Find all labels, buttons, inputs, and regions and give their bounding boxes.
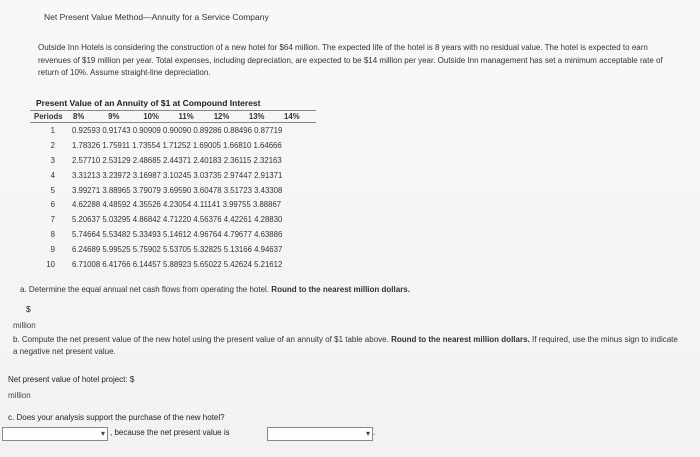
sentence-period: . <box>373 428 376 437</box>
support-purchase-select[interactable] <box>2 427 108 441</box>
values-cell: 2.57710 2.53129 2.48685 2.44371 2.40183 2.36115 2.32163 <box>72 155 282 165</box>
period-cell: 7 <box>50 215 55 225</box>
period-cell: 1 <box>50 125 55 135</box>
question-b-text2: If required, use the minus sign to indicate a negative net present value. <box>13 335 678 356</box>
npv-sign-select[interactable] <box>267 427 376 441</box>
table-row <box>30 212 316 227</box>
chevron-down-icon: ▾ <box>100 429 105 438</box>
question-a <box>20 285 410 294</box>
pv-table-title: Present Value of an Annuity of $1 at Compound Interest <box>36 98 261 108</box>
values-cell: 6.71008 6.41766 6.14457 5.88923 5.65022 5.42624 5.21612 <box>72 259 283 269</box>
chevron-down-icon: ▾ <box>365 429 370 438</box>
period-cell: 5 <box>50 185 55 195</box>
period-cell: 4 <box>50 170 55 180</box>
col-header-11: 11% <box>178 112 194 121</box>
col-header-9: 9% <box>108 112 120 121</box>
npv-label: Net present value of hotel project: $ <box>8 375 135 384</box>
col-header-13: 13% <box>248 112 265 121</box>
period-cell: 8 <box>50 230 55 240</box>
answer-b-unit: million <box>8 391 31 400</box>
because-text: , because the net present value is <box>110 428 230 437</box>
values-cell: 5.74664 5.53482 5.33493 5.14612 4.96764 4.79677 4.63886 <box>72 230 283 240</box>
col-header-periods: Periods <box>30 111 69 123</box>
table-row <box>30 168 316 183</box>
answer-a-dollar-sign: $ <box>26 304 31 314</box>
table-row <box>30 242 316 257</box>
values-cell: 3.99271 3.88965 3.79079 3.69590 3.60478 3.51723 3.43308 <box>72 185 283 195</box>
problem-description: Outside Inn Hotels is considering the construction of a new hotel for $64 million. The expected life of the hotel is 8 years with no residual value. The hotel is expected to earn revenues of $19 million per year. Total expenses, including depreciation, are expected to be $14 million per year. Outside Inn management has set a minimum acceptable rate of return of 10%. Assume straight-line depreciation. <box>38 43 663 77</box>
table-row <box>30 227 316 242</box>
values-cell: 6.24689 5.99525 5.75902 5.53705 5.32825 5.13166 4.94637 <box>72 245 283 255</box>
col-header-10: 10% <box>143 112 159 121</box>
col-header-14: 14% <box>284 112 300 121</box>
question-a-text: Determine the equal annual net cash flows from operating the hotel. <box>28 285 270 294</box>
col-header-12: 12% <box>213 112 230 121</box>
values-cell: 5.20637 5.03295 4.86842 4.71220 4.56376 4.42261 4.28830 <box>72 215 283 225</box>
table-row <box>30 183 316 198</box>
values-cell: 4.62288 4.48592 4.35526 4.23054 4.11141 3.99755 3.88867 <box>72 200 282 210</box>
question-c <box>8 413 225 422</box>
page-title: Net Present Value Method—Annuity for a Service Company <box>44 12 269 22</box>
table-row <box>30 123 316 138</box>
table-row <box>30 197 316 212</box>
question-a-prefix: a. <box>20 285 27 294</box>
answer-a-unit: million <box>13 321 36 330</box>
pv-table-header-row <box>30 111 316 123</box>
values-cell: 1.78326 1.75911 1.73554 1.71252 1.69005 1.66810 1.64666 <box>72 140 282 150</box>
question-b-instruction: Round to the nearest million dollars. <box>391 335 530 344</box>
question-c-prefix: c. <box>8 413 15 422</box>
col-header-8: 8% <box>73 112 85 121</box>
period-cell: 2 <box>50 140 55 150</box>
question-b-prefix: b. <box>13 335 20 344</box>
col-header-rates <box>69 111 316 123</box>
question-b-text: Compute the net present value of the new hotel using the present value of an annuity of $1 table above. <box>21 335 389 344</box>
table-row <box>30 153 316 168</box>
period-cell: 9 <box>50 245 55 255</box>
pv-annuity-table <box>30 110 316 272</box>
table-row <box>30 138 316 153</box>
table-row <box>30 257 316 272</box>
question-a-instruction: Round to the nearest million dollars. <box>271 285 410 294</box>
question-c-text: Does your analysis support the purchase of the new hotel? <box>16 413 225 422</box>
period-cell: 10 <box>46 259 55 269</box>
period-cell: 6 <box>50 200 55 210</box>
question-b <box>13 334 683 358</box>
period-cell: 3 <box>50 155 55 165</box>
values-cell: 0.92593 0.91743 0.90909 0.90090 0.89286 0.88496 0.87719 <box>72 125 283 135</box>
values-cell: 3.31213 3.23972 3.16987 3.10245 3.03735 2.97447 2.91371 <box>72 170 283 180</box>
